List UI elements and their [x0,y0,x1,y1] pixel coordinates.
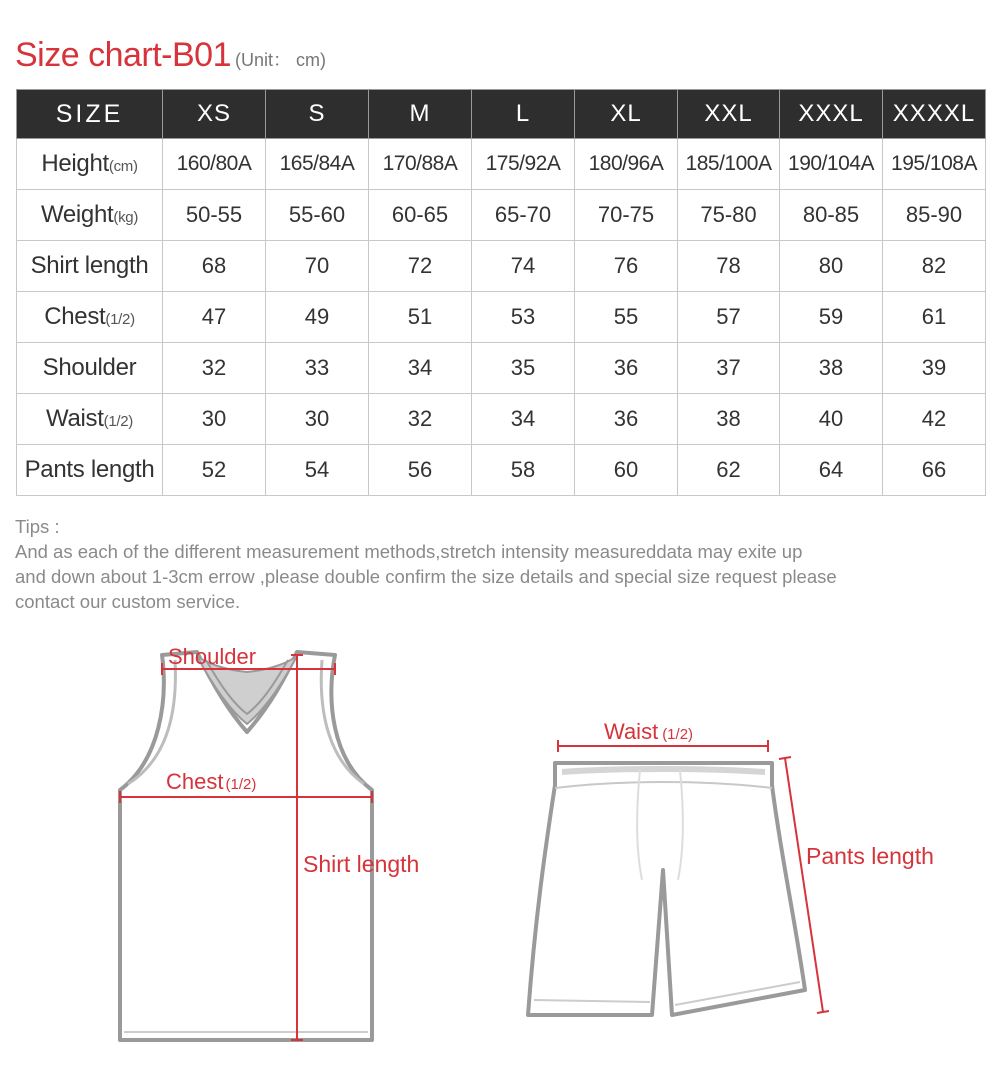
table-cell: 74 [472,241,575,292]
table-cell: 32 [163,343,266,394]
table-cell: 65-70 [472,190,575,241]
table-cell: 82 [883,241,986,292]
row-label-text: Pants length [24,456,155,483]
shoulder-label: Shoulder [168,644,257,669]
table-cell: 38 [678,394,780,445]
table-cell: 54 [266,445,369,496]
tips-line: and down about 1-3cm errow ,please double confirm the size details and special size request please [15,566,837,587]
row-label-unit: (1/2) [105,311,135,328]
waist-label-unit: (1/2) [662,726,694,743]
table-cell: 80 [780,241,883,292]
row-label-shirt-length [17,241,163,292]
row-label-text: Chest [44,303,106,330]
table-cell: 68 [163,241,266,292]
chest-label-unit: (1/2) [225,776,257,793]
page-title [15,36,326,80]
table-cell: 36 [575,394,678,445]
chest-label-text: Chest [166,769,224,794]
table-cell: 39 [883,343,986,394]
table-cell: 60 [575,445,678,496]
table-cell: 175/92A [472,139,575,190]
table-row [17,139,986,190]
waist-label-text: Waist [604,719,659,744]
table-cell: 62 [678,445,780,496]
table-cell: 42 [883,394,986,445]
table-cell: 36 [575,343,678,394]
table-cell: 180/96A [575,139,678,190]
table-cell: 185/100A [678,139,780,190]
table-cell: 78 [678,241,780,292]
size-header-label: SIZE [17,90,163,139]
row-label-waist [17,394,163,445]
size-col-xxl: XXL [678,90,780,139]
table-cell: 66 [883,445,986,496]
table-row [17,445,986,496]
tips-heading: Tips : [15,516,60,537]
table-cell: 58 [472,445,575,496]
table-row [17,394,986,445]
table-cell: 35 [472,343,575,394]
table-cell: 72 [369,241,472,292]
row-label-unit: (1/2) [103,413,133,430]
table-cell: 52 [163,445,266,496]
measurement-diagram [0,620,1000,1089]
row-label-weight [17,190,163,241]
title-unit: (Unit： cm) [235,50,326,70]
table-cell: 80-85 [780,190,883,241]
size-table [16,89,986,496]
table-cell: 70 [266,241,369,292]
row-label-pants-length [17,445,163,496]
table-cell: 85-90 [883,190,986,241]
table-cell: 70-75 [575,190,678,241]
table-cell: 165/84A [266,139,369,190]
table-cell: 33 [266,343,369,394]
size-col-xxxl: XXXL [780,90,883,139]
table-cell: 75-80 [678,190,780,241]
row-label-text: Height [41,150,109,177]
table-cell: 34 [369,343,472,394]
table-cell: 38 [780,343,883,394]
table-row [17,190,986,241]
table-cell: 190/104A [780,139,883,190]
size-col-xxxxl: XXXXL [883,90,986,139]
table-cell: 50-55 [163,190,266,241]
size-header-row [17,90,986,139]
row-label-chest [17,292,163,343]
jersey-illustration [120,652,372,1040]
tips-section [15,514,975,614]
table-cell: 170/88A [369,139,472,190]
table-cell: 61 [883,292,986,343]
table-cell: 34 [472,394,575,445]
table-cell: 76 [575,241,678,292]
table-cell: 53 [472,292,575,343]
table-cell: 195/108A [883,139,986,190]
title-main: Size chart-B01 [15,36,231,74]
table-cell: 40 [780,394,883,445]
row-label-height [17,139,163,190]
table-cell: 37 [678,343,780,394]
table-cell: 30 [163,394,266,445]
row-label-text: Waist [46,405,104,432]
row-label-unit: (cm) [108,158,138,175]
waist-label [604,719,693,744]
table-row [17,292,986,343]
tips-line: And as each of the different measurement methods,stretch intensity measureddata may exite up [15,541,803,562]
size-col-m: M [369,90,472,139]
table-cell: 55 [575,292,678,343]
size-col-xl: XL [575,90,678,139]
table-cell: 32 [369,394,472,445]
row-label-shoulder [17,343,163,394]
shirt-length-label: Shirt length [303,851,420,877]
table-cell: 55-60 [266,190,369,241]
row-label-text: Shirt length [30,252,149,279]
row-label-text: Weight [40,201,114,228]
row-label-unit: (kg) [113,209,139,226]
table-cell: 60-65 [369,190,472,241]
size-col-l: L [472,90,575,139]
table-row [17,241,986,292]
table-cell: 160/80A [163,139,266,190]
table-cell: 59 [780,292,883,343]
shorts-illustration [528,763,805,1015]
table-cell: 30 [266,394,369,445]
size-col-xs: XS [163,90,266,139]
table-cell: 57 [678,292,780,343]
table-cell: 56 [369,445,472,496]
pants-length-label: Pants length [806,843,934,869]
tips-line: contact our custom service. [15,591,241,612]
row-label-text: Shoulder [42,354,137,381]
table-cell: 64 [780,445,883,496]
table-cell: 49 [266,292,369,343]
table-cell: 51 [369,292,472,343]
table-row [17,343,986,394]
table-cell: 47 [163,292,266,343]
size-col-s: S [266,90,369,139]
